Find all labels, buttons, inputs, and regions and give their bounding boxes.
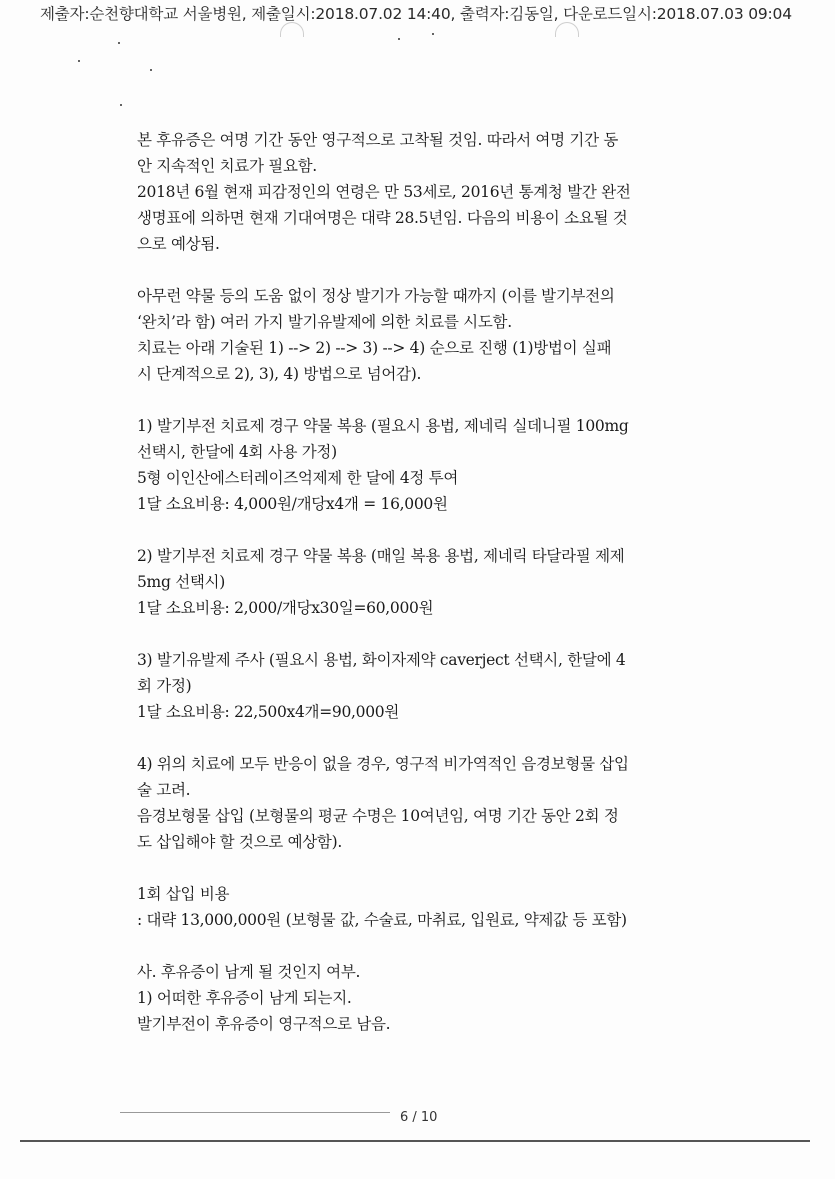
- scan-speck: [118, 42, 120, 44]
- scan-speck: [398, 38, 400, 40]
- paragraph-gap: [137, 387, 722, 413]
- text-line: 1달 소요비용: 2,000/개당x30일=60,000원: [137, 599, 434, 617]
- paragraph-gap: [137, 517, 722, 543]
- text-line: 술 고려.: [137, 781, 191, 799]
- text-line: 1) 발기부전 치료제 경구 약물 복용 (필요시 용법, 제네릭 실데니필 100mg: [137, 417, 629, 435]
- scan-artifact: [555, 22, 579, 37]
- print-header: 제출자:순천향대학교 서울병원, 제출일시:2018.07.02 14:40, 출력자:김동일, 다운로드일시:2018.07.03 09:04: [40, 5, 792, 23]
- scan-speck: [78, 60, 80, 62]
- paragraph-gap: [137, 725, 722, 751]
- text-line: 1달 소요비용: 4,000원/개당x4개 = 16,000원: [137, 495, 448, 513]
- page-bottom-rule: [20, 1140, 810, 1142]
- text-line: 치료는 아래 기술된 1) --> 2) --> 3) --> 4) 순으로 진행 (1)방법이 실패: [137, 339, 612, 357]
- footer-divider: [120, 1112, 390, 1113]
- document-body: [137, 127, 722, 1037]
- text-line: 선택시, 한달에 4회 사용 가정): [137, 443, 337, 461]
- paragraph-gap: [137, 621, 722, 647]
- scan-speck: [432, 33, 434, 35]
- page-number: 6 / 10: [400, 1110, 438, 1125]
- text-line: 2018년 6월 현재 피감정인의 연령은 만 53세로, 2016년 통계청 발간 완전: [137, 183, 631, 201]
- text-line: 3) 발기유발제 주사 (필요시 용법, 화이자제약 caverject 선택시, 한달에 4: [137, 651, 626, 669]
- text-line: 안 지속적인 치료가 필요함.: [137, 157, 317, 175]
- text-line: 생명표에 의하면 현재 기대여명은 대략 28.5년임. 다음의 비용이 소요될 것: [137, 209, 628, 227]
- paragraph-gap: [137, 933, 722, 959]
- text-line: : 대략 13,000,000원 (보형물 값, 수술료, 마취료, 입원료, 약제값 등 포함): [137, 911, 627, 929]
- text-line: 회 가정): [137, 677, 192, 695]
- paragraph-gap: [137, 257, 722, 283]
- scan-speck: [150, 69, 152, 71]
- scan-artifact: [280, 22, 304, 37]
- text-line: 발기부전이 후유증이 영구적으로 남음.: [137, 1015, 391, 1033]
- text-line: 2) 발기부전 치료제 경구 약물 복용 (매일 복용 용법, 제네릭 타달라필 제제: [137, 547, 625, 565]
- text-line: 으로 예상됨.: [137, 235, 220, 253]
- text-line: 사. 후유증이 남게 될 것인지 여부.: [137, 963, 361, 981]
- text-line: 5형 이인산에스터레이즈억제제 한 달에 4정 투여: [137, 469, 459, 487]
- text-line: 1) 어떠한 후유증이 남게 되는지.: [137, 989, 352, 1007]
- text-line: 시 단계적으로 2), 3), 4) 방법으로 넘어감).: [137, 365, 422, 383]
- text-line: 도 삽입해야 할 것으로 예상함).: [137, 833, 342, 851]
- text-line: 5mg 선택시): [137, 573, 225, 591]
- text-line: 본 후유증은 여명 기간 동안 영구적으로 고착될 것임. 따라서 여명 기간 동: [137, 131, 619, 149]
- scan-speck: [120, 104, 122, 106]
- text-line: 4) 위의 치료에 모두 반응이 없을 경우, 영구적 비가역적인 음경보형물 삽입: [137, 755, 629, 773]
- text-line: 1회 삽입 비용: [137, 885, 230, 903]
- text-line: 음경보형물 삽입 (보형물의 평균 수명은 10여년임, 여명 기간 동안 2회 정: [137, 807, 619, 825]
- text-line: 아무런 약물 등의 도움 없이 정상 발기가 가능할 때까지 (이를 발기부전의: [137, 287, 615, 305]
- paragraph-gap: [137, 855, 722, 881]
- text-line: 1달 소요비용: 22,500x4개=90,000원: [137, 703, 400, 721]
- text-line: ‘완치’라 함) 여러 가지 발기유발제에 의한 치료를 시도함.: [137, 313, 512, 331]
